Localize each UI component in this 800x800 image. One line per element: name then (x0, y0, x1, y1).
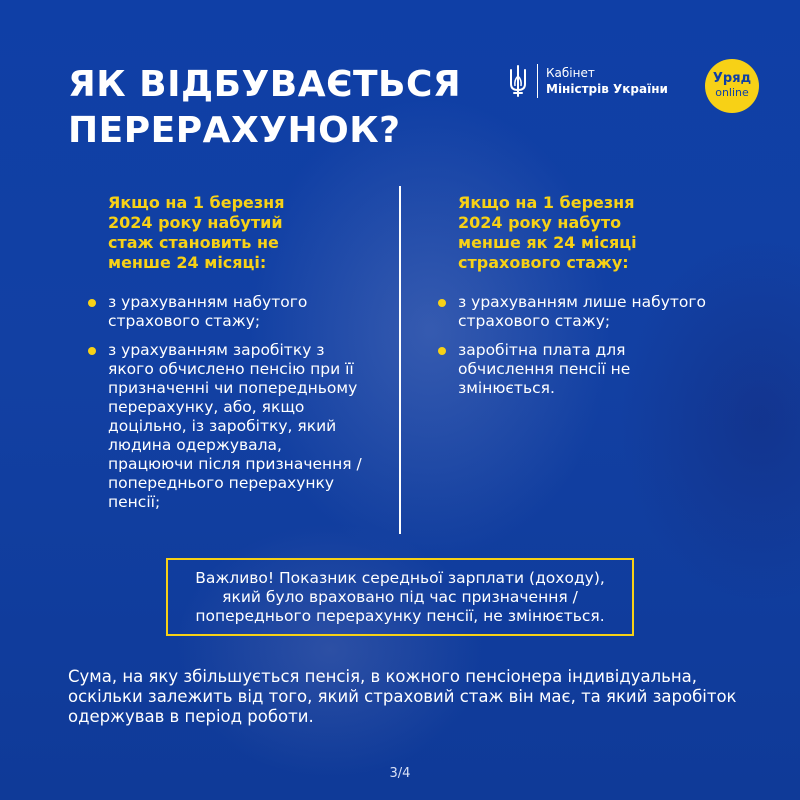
list-item (88, 293, 370, 331)
cabinet-logo (507, 64, 668, 98)
left-column-heading: Якщо на 1 березня 2024 року набутий стаж становить не менше 24 місяці: (108, 193, 285, 272)
cabinet-logo-line-2: Міністрів України (546, 82, 668, 96)
important-notice-box (166, 558, 634, 636)
uryad-logo-line-2: online (715, 86, 749, 99)
list-item (88, 341, 370, 512)
column-divider (399, 186, 401, 534)
list-item-text: з урахуванням заробітку з якого обчислено пенсію при її призначенні чи попередньому перерахунку, або, якщо доцільно, із заробітку, який людина одержувала, працюючи після призначення / попереднього перерахунку пенсії; (108, 341, 362, 511)
cabinet-logo-line-1: Кабінет (546, 66, 595, 80)
logo-divider (537, 64, 538, 98)
list-item-text: заробітна плата для обчислення пенсії не змінюється. (458, 341, 631, 397)
bullet-dot-icon (438, 347, 446, 355)
bullet-dot-icon (438, 299, 446, 307)
right-column (438, 193, 728, 408)
right-column-heading: Якщо на 1 березня 2024 року набуто менше як 24 місяці страхового стажу: (458, 193, 637, 272)
uryad-online-logo (705, 59, 759, 113)
left-bullet-list (88, 293, 378, 512)
list-item (438, 341, 728, 398)
bullet-dot-icon (88, 299, 96, 307)
left-column (88, 193, 378, 522)
bullet-dot-icon (88, 347, 96, 355)
list-item (438, 293, 728, 331)
page-title (68, 62, 461, 154)
title-line-1: ЯК ВІДБУВАЄТЬСЯ (68, 64, 462, 105)
cabinet-logo-text (546, 65, 668, 97)
uryad-logo-line-1: Уряд (712, 71, 752, 86)
right-bullet-list (438, 293, 728, 398)
trident-icon (507, 64, 529, 98)
footer-text: Сума, на яку збільшується пенсія, в кожного пенсіонера індивідуальна, оскільки залежить від того, який страховий стаж він має, та який заробіток одержував в період роботи. (68, 667, 737, 726)
page-indicator: 3/4 (389, 766, 411, 781)
title-line-2: ПЕРЕРАХУНОК? (68, 110, 401, 151)
list-item-text: з урахуванням набутого страхового стажу; (108, 293, 308, 330)
important-notice-text: Важливо! Показник середньої зарплати (доходу), який було враховано під час призначення / попереднього перерахунку пенсії, не змінюється. (195, 568, 605, 625)
list-item-text: з урахуванням лише набутого страхового стажу; (458, 293, 706, 330)
